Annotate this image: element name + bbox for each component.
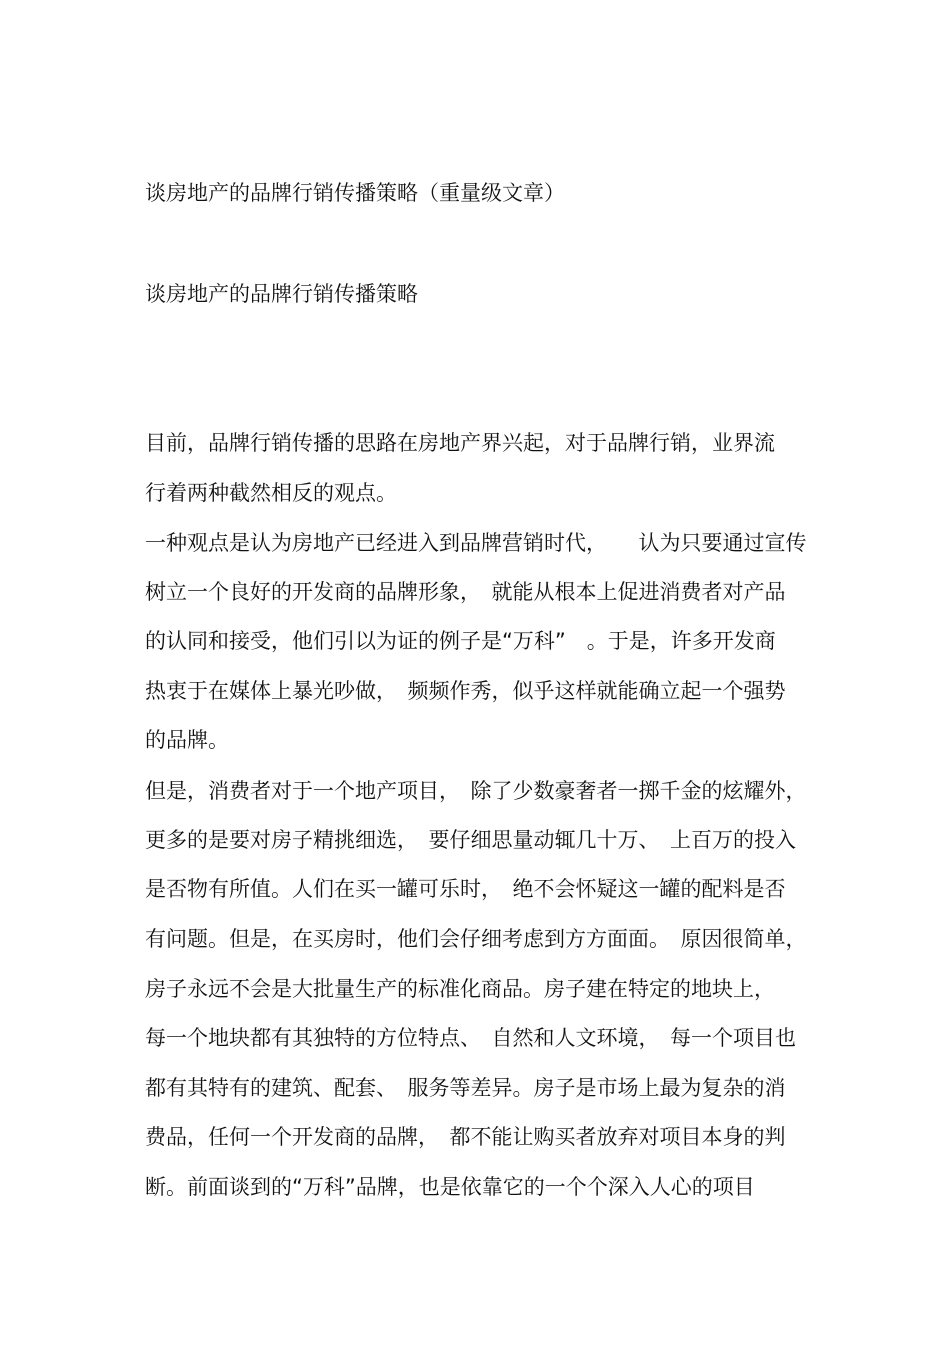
text-line: 有问题。但是，在买房时，他们会仔细考虑到方方面面。 原因很简单， [145, 927, 807, 951]
document-subtitle: 谈房地产的品牌行销传播策略 [145, 282, 418, 306]
text-line: 是否物有所值。人们在买一罐可乐时， 绝不会怀疑这一罐的配料是否 [145, 877, 786, 901]
text-line: 行着两种截然相反的观点。 [145, 481, 397, 505]
text-line: 房子永远不会是大批量生产的标准化商品。房子建在特定的地块上， [145, 977, 775, 1001]
text-line: 一种观点是认为房地产已经进入到品牌营销时代， 认为只要通过宣传 [145, 531, 807, 555]
text-line: 目前，品牌行销传播的思路在房地产界兴起，对于品牌行销，业界流 [145, 431, 775, 455]
text-line: 树立一个良好的开发商的品牌形象， 就能从根本上促进消费者对产品 [145, 580, 786, 604]
text-line: 的认同和接受，他们引以为证的例子是“万科” 。于是，许多开发商 [145, 629, 776, 653]
text-line: 更多的是要对房子精挑细选， 要仔细思量动辄几十万、 上百万的投入 [145, 828, 796, 852]
text-line: 费品，任何一个开发商的品牌， 都不能让购买者放弃对项目本身的判 [145, 1125, 786, 1149]
text-line: 断。前面谈到的“万科”品牌，也是依靠它的一个个深入人心的项目 [145, 1175, 755, 1199]
text-line: 每一个地块都有其独特的方位特点、 自然和人文环境， 每一个项目也 [145, 1026, 796, 1050]
text-line: 但是，消费者对于一个地产项目， 除了少数豪奢者一掷千金的炫耀外， [145, 779, 807, 803]
text-line: 热衷于在媒体上暴光吵做， 频频作秀，似乎这样就能确立起一个强势 [145, 679, 786, 703]
text-line: 都有其特有的建筑、配套、 服务等差异。房子是市场上最为复杂的消 [145, 1076, 786, 1100]
document-title: 谈房地产的品牌行销传播策略（重量级文章） [145, 181, 565, 205]
text-line: 的品牌。 [145, 728, 229, 752]
